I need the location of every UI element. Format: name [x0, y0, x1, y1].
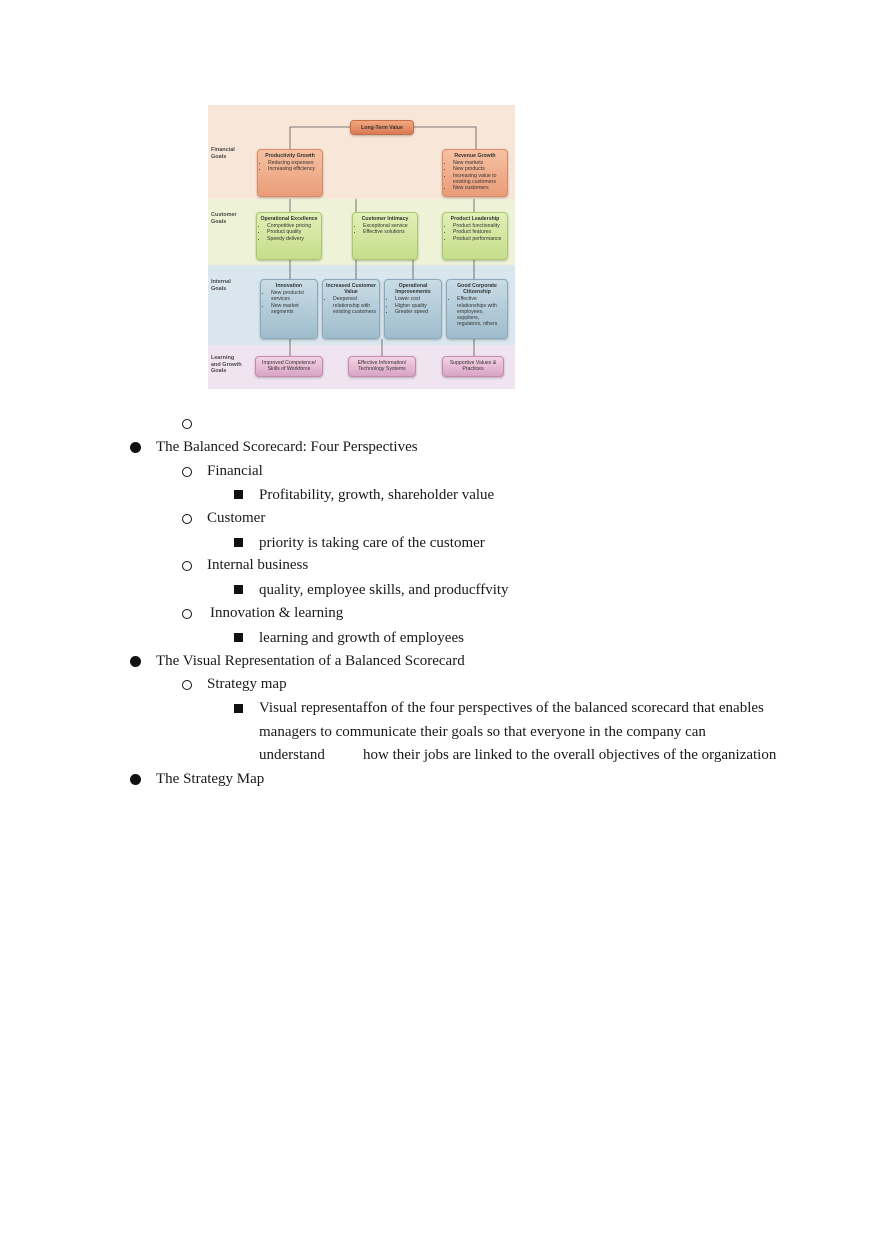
disc-bullet [130, 442, 141, 453]
item-strategy-detail-1: Visual representaffon of the four perspectives of the balanced scorecard that enables [259, 700, 764, 716]
list-item: • Exceptional service [363, 223, 414, 229]
list-item: • Speedy delivery [267, 236, 318, 242]
list-item: • New customers [453, 185, 504, 191]
circle-bullet [182, 467, 192, 477]
heading-strategy-map: The Strategy Map [156, 771, 265, 787]
supportive-values-box: Supportive Values & Practices [442, 356, 504, 377]
productivity-growth-title: Productivity Growth [265, 153, 315, 159]
disc-bullet [130, 656, 141, 667]
item-innovation: Innovation & learning [210, 605, 344, 621]
item-innovation-detail: learning and growth of employees [259, 630, 464, 646]
item-internal-detail: quality, employee skills, and producffvity [259, 582, 509, 598]
list-item: • New products/ services [271, 290, 314, 302]
list-item: • Effective relationships with employees, suppliers, regulators, others [457, 296, 504, 327]
circle-bullet [182, 609, 192, 619]
list-item: • New products [453, 166, 504, 172]
item-financial: Financial [207, 463, 263, 479]
product-leadership-title: Product Leadership [450, 216, 500, 222]
list-item: • Lower cost [395, 296, 438, 302]
operational-improvements-title: Operational Improvements [395, 283, 431, 296]
square-bullet [234, 538, 243, 547]
item-financial-detail: Profitability, growth, shareholder value [259, 487, 495, 503]
heading-visual-representation: The Visual Representation of a Balanced Scorecard [156, 653, 465, 669]
learning-goals-label: Learning and Growth Goals [211, 355, 242, 374]
customer-goals-label: Customer Goals [211, 212, 237, 225]
item-internal: Internal business [207, 557, 309, 573]
square-bullet [234, 704, 243, 713]
square-bullet [234, 585, 243, 594]
customer-intimacy-title: Customer Intimacy [361, 216, 409, 222]
item-strategy-detail-3b: how their jobs are linked to the overall objectives of the organization [363, 747, 777, 763]
circle-bullet [182, 514, 192, 524]
revenue-growth-title: Revenue Growth [454, 153, 496, 159]
list-item: • Reducing expenses [268, 160, 319, 166]
list-item: • Increasing value to existing customers [453, 173, 504, 185]
list-item: • New markets [453, 160, 504, 166]
list-item: • New market segments [271, 303, 314, 315]
innovation-title: Innovation [275, 283, 303, 289]
empty-circle-bullet [182, 419, 192, 429]
item-customer: Customer [207, 510, 266, 526]
improved-competence-box: Improved Competence/ Skills of Workforce [255, 356, 323, 377]
list-item: • Effective solutions [363, 229, 414, 235]
item-strategy-map: Strategy map [207, 676, 287, 692]
list-item: • Product quality [267, 229, 318, 235]
internal-goals-label: Internal Goals [211, 279, 231, 292]
circle-bullet [182, 561, 192, 571]
square-bullet [234, 633, 243, 642]
list-item: • Product features [453, 229, 504, 235]
good-corporate-citizenship-title: Good Corporate Citizenship [457, 283, 497, 296]
list-item: • Competitive pricing [267, 223, 318, 229]
list-item: • Product functionality [453, 223, 504, 229]
effective-it-box: Effective Information/ Technology Systems [348, 356, 416, 377]
item-strategy-detail-3a: understand [259, 747, 325, 763]
list-item: • Increasing efficiency [268, 166, 319, 172]
item-strategy-detail-2: managers to communicate their goals so that everyone in the company can [259, 724, 706, 740]
financial-goals-label: Financial Goals [211, 147, 235, 160]
operational-excellence-title: Operational Excellence [260, 216, 318, 222]
list-item: • Product performance [453, 236, 504, 242]
item-customer-detail: priority is taking care of the customer [259, 535, 485, 551]
heading-balanced-scorecard: The Balanced Scorecard: Four Perspectives [156, 439, 418, 455]
square-bullet [234, 490, 243, 499]
list-item: • Higher quality [395, 303, 438, 309]
disc-bullet [130, 774, 141, 785]
circle-bullet [182, 680, 192, 690]
list-item: • Deepened relationship with existing customers [333, 296, 376, 315]
list-item: • Greater speed [395, 309, 438, 315]
increased-customer-value-title: Increased Customer Value [326, 283, 376, 296]
long-term-value-box: Long-Term Value [350, 120, 414, 135]
